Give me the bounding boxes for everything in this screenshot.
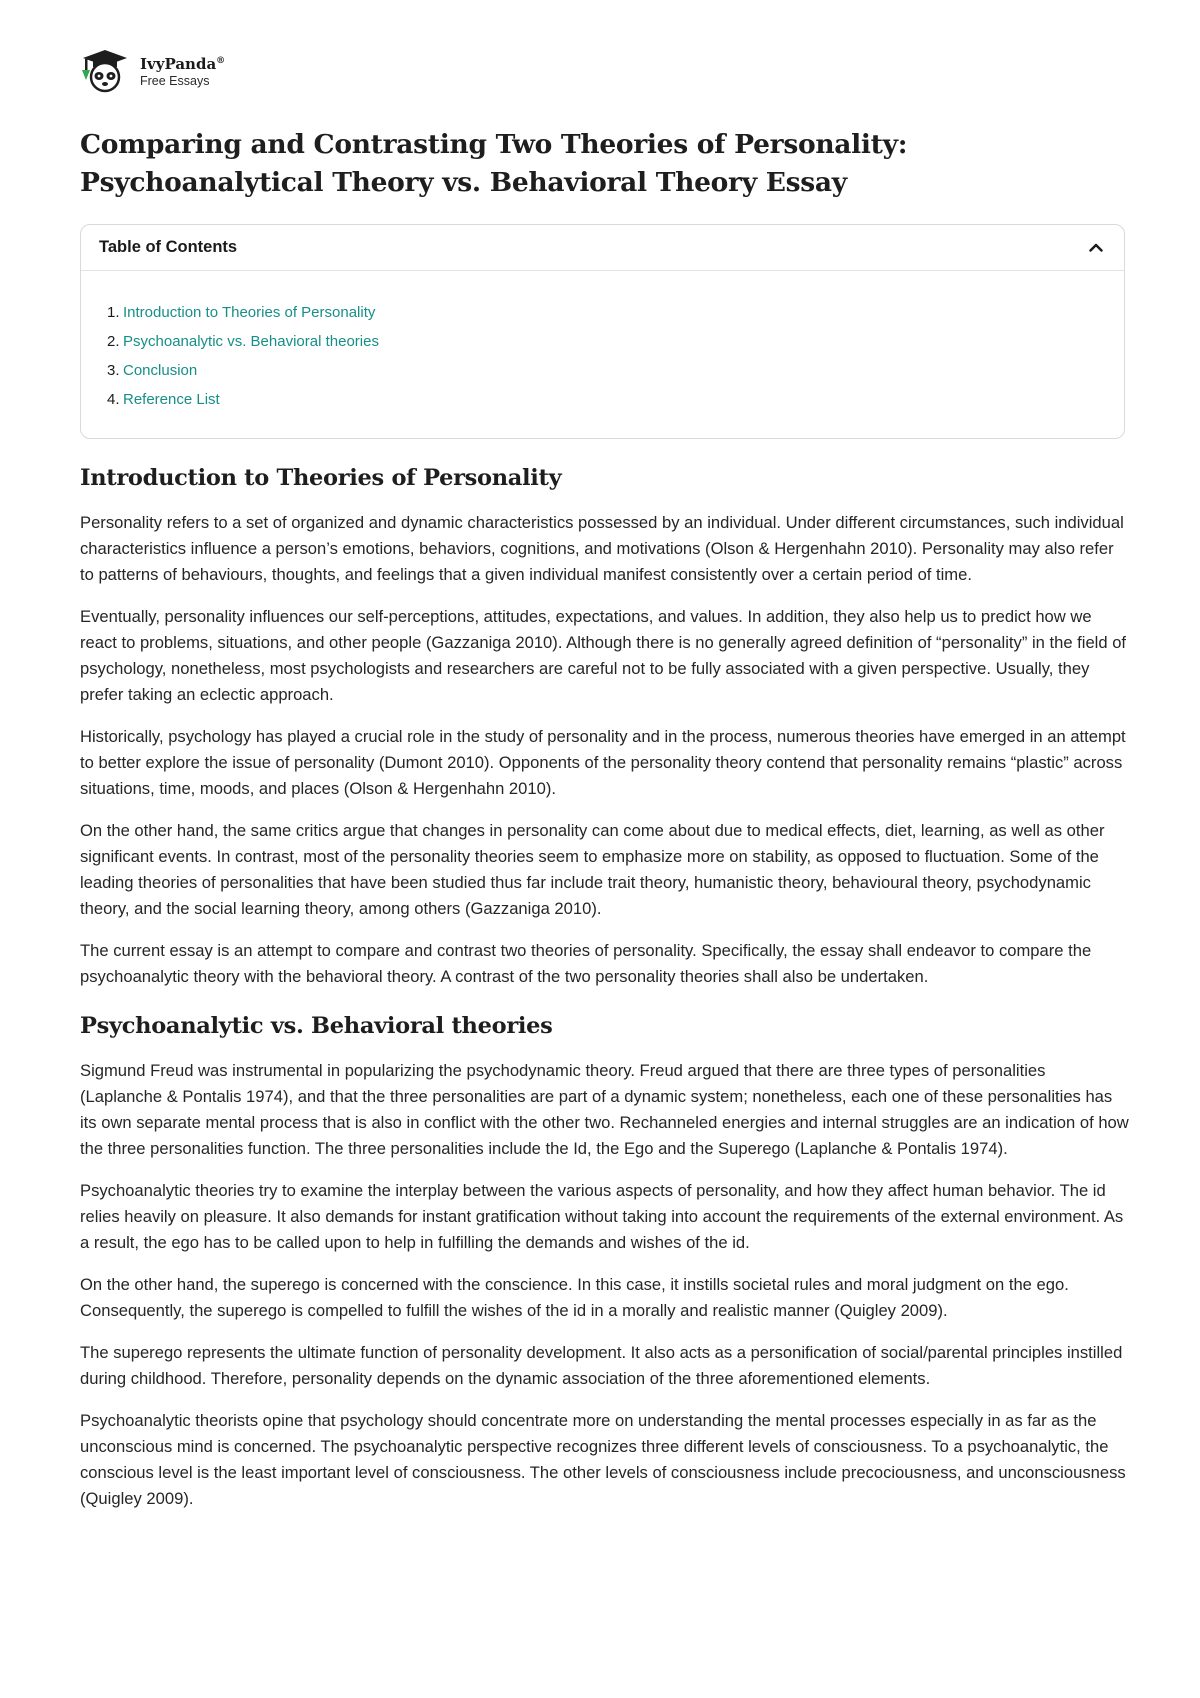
toc-heading: Table of Contents: [99, 238, 238, 256]
toc-link-introduction[interactable]: Introduction to Theories of Personality: [123, 304, 376, 321]
table-of-contents: [80, 224, 1125, 439]
page-title: Comparing and Contrasting Two Theories of Personality: Psychoanalytical Theory vs. Behavioral Theory Essay: [80, 129, 908, 198]
essay-body: [80, 458, 1130, 1528]
toc-item: 1. Introduction to Theories of Personality: [107, 298, 1124, 327]
section-heading-introduction: Introduction to Theories of Personality: [80, 465, 562, 491]
paragraph: Psychoanalytic theories try to examine the interplay between the various aspects of personality, and how they affect human behavior. The id relies heavily on pleasure. It also demands for instant gratification without taking into account the requirements of the external environment. As a result, the ego has to be called upon to help in fulfilling the demands and wishes of the id.: [80, 1181, 1124, 1252]
toc-header[interactable]: [81, 225, 1124, 271]
paragraph: Historically, psychology has played a crucial role in the study of personality and in the process, numerous theories have emerged in an attempt to better explore the issue of personality (Dumont 2010). Opponents of the personality theory contend that personality remains “plastic” across situations, time, moods, and places (Olson & Hergenhahn 2010).: [80, 727, 1126, 798]
paragraph: On the other hand, the same critics argue that changes in personality can come about due to medical effects, diet, learning, as well as other significant events. In contrast, most of the personality theories seem to emphasize more on stability, as opposed to fluctuation. Some of the leading theories of personalities that have been studied thus far include trait theory, humanistic theory, behavioural theory, psychodynamic theory, and the social learning theory, among others (Gazzaniga 2010).: [80, 821, 1105, 918]
brand-name[interactable]: IvyPanda®: [140, 54, 226, 73]
site-header: [80, 46, 225, 94]
paragraph: The current essay is an attempt to compare and contrast two theories of personality. Specifically, the essay shall endeavor to compare the psychoanalytic theory with the behavioral theory. A contrast of the two personality theories shall also be undertaken.: [80, 941, 1092, 986]
toc-link-psychoanalytic-vs-behavioral[interactable]: Psychoanalytic vs. Behavioral theories: [123, 333, 379, 350]
paragraph: Eventually, personality influences our self-perceptions, attitudes, expectations, and values. In addition, they also help us to predict how we react to problems, situations, and other people (Gazzaniga 2010). Although there is no generally agreed definition of “personality” in the field of psychology, nonetheless, most psychologists and researchers are careful not to be fully associated with a given perspective. Usually, they prefer taking an eclectic approach.: [80, 607, 1127, 704]
toc-item: 3. Conclusion: [107, 356, 1124, 385]
ivypanda-logo-icon[interactable]: [80, 46, 130, 94]
paragraph: Psychoanalytic theorists opine that psychology should concentrate more on understanding the mental processes especially in as far as the unconscious mind is concerned. The psychoanalytic perspective recognizes three different levels of consciousness. To a psychoanalytic, the conscious level is the least important level of consciousness. The other levels of consciousness include precociousness, and unconsciousness (Quigley 2009).: [80, 1411, 1126, 1508]
paragraph: Sigmund Freud was instrumental in popularizing the psychodynamic theory. Freud argued that there are three types of personalities (Laplanche & Pontalis 1974), and that the three personalities are part of a dynamic system; nonetheless, each one of these personalities has its own separate mental process that is also in conflict with the other two. Rechanneled energies and internal struggles are an indication of how the three personalities function. The three personalities include the Id, the Ego and the Superego (Laplanche & Pontalis 1974).: [80, 1061, 1129, 1158]
toc-link-conclusion[interactable]: Conclusion: [123, 362, 198, 379]
section-heading-psychoanalytic-vs-behavioral: Psychoanalytic vs. Behavioral theories: [80, 1013, 553, 1039]
toc-item: 4. Reference List: [107, 385, 1124, 414]
toc-item: 2. Psychoanalytic vs. Behavioral theories: [107, 327, 1124, 356]
toc-link-reference-list[interactable]: Reference List: [123, 391, 220, 408]
paragraph: On the other hand, the superego is concerned with the conscience. In this case, it instills societal rules and moral judgment on the ego. Consequently, the superego is compelled to fulfill the wishes of the id in a morally and realistic manner (Quigley 2009).: [80, 1275, 1069, 1320]
paragraph: Personality refers to a set of organized and dynamic characteristics possessed by an individual. Under different circumstances, such individual characteristics influence a person’s emotions, behaviors, cognitions, and motivations (Olson & Hergenhahn 2010). Personality may also refer to patterns of behaviours, thoughts, and feelings that a given individual manifest consistently over a certain period of time.: [80, 513, 1124, 584]
chevron-up-icon[interactable]: [1084, 236, 1108, 260]
paragraph: The superego represents the ultimate function of personality development. It also acts as a personification of social/parental principles instilled during childhood. Therefore, personality depends on the dynamic association of the three aforementioned elements.: [80, 1343, 1123, 1388]
brand-tagline: Free Essays: [140, 73, 210, 88]
toc-list: [81, 271, 1124, 414]
